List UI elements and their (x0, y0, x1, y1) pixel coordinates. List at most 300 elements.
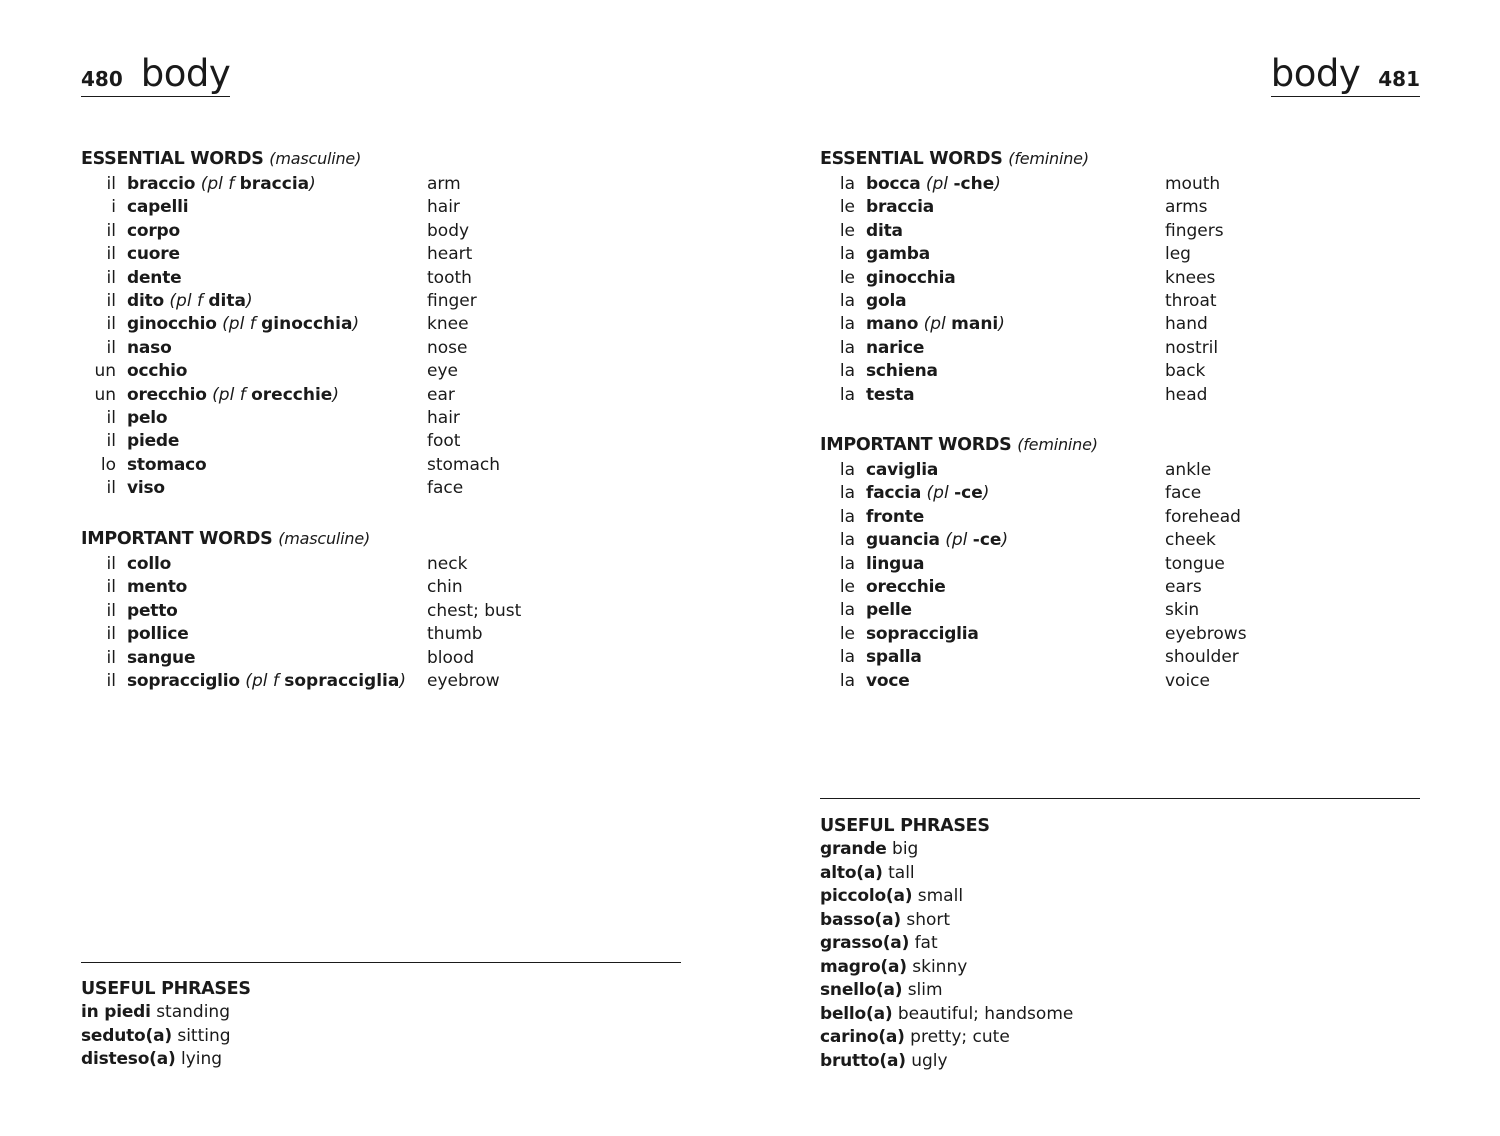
italian-term (127, 267, 181, 290)
vocab-entry (820, 196, 1420, 219)
italian-term (866, 482, 989, 505)
phrase-word: disteso(a) (81, 1049, 176, 1069)
english-translation: arms (1165, 197, 1208, 218)
plural-close: ) (982, 483, 990, 504)
vocab-entry (81, 477, 681, 500)
headword: pollice (127, 624, 189, 645)
plural-close: ) (332, 384, 339, 405)
headword: sangue (127, 647, 196, 668)
plural-label: (pl f (195, 174, 240, 194)
divider (820, 798, 1420, 799)
article: le (839, 623, 855, 644)
phrase-entry (820, 862, 1420, 886)
headword: fronte (866, 506, 925, 527)
headword: orecchie (866, 576, 946, 597)
page-title: body (140, 52, 231, 95)
italian-term (127, 243, 180, 266)
phrase-translation: small (917, 886, 964, 906)
english-translation: shoulder (1165, 647, 1239, 668)
article: il (106, 554, 116, 574)
article: le (839, 220, 855, 241)
vocab-entry (81, 670, 681, 693)
italian-term (127, 430, 179, 453)
italian-term (866, 360, 938, 383)
english-translation: knees (1165, 267, 1216, 288)
article: il (106, 267, 116, 288)
phrase-translation: slim (907, 980, 943, 1000)
vocab-entry (81, 430, 681, 453)
plural-close: ) (998, 314, 1005, 335)
headword: ginocchio (127, 314, 217, 335)
english-translation: ankle (1165, 460, 1212, 480)
headword: schiena (866, 361, 938, 382)
vocab-entry (81, 600, 681, 623)
headword: braccia (866, 197, 935, 218)
english-translation: face (1165, 483, 1202, 504)
plural-close: ) (309, 174, 316, 194)
headword: occhio (127, 361, 188, 382)
vocab-entry (820, 173, 1420, 196)
italian-term (127, 600, 178, 623)
english-translation: knee (427, 314, 469, 335)
word-list (81, 553, 681, 693)
vocab-entry (820, 670, 1420, 693)
plural-note (940, 530, 1008, 550)
english-translation: body (427, 220, 470, 241)
vocab-entry (81, 243, 681, 266)
italian-term (866, 623, 979, 646)
english-translation: eyebrow (427, 670, 500, 691)
phrase-entry (820, 838, 1420, 862)
english-translation: mouth (1165, 174, 1221, 194)
vocab-entry (820, 623, 1420, 646)
italian-term (127, 384, 339, 407)
plural-form: -che (953, 174, 995, 194)
italian-term (866, 220, 903, 243)
plural-note (217, 314, 359, 334)
plural-close: ) (352, 314, 360, 335)
article: il (106, 431, 116, 452)
article: la (839, 460, 855, 480)
phrase-translation: pretty; cute (910, 1027, 1010, 1047)
phrase-word: snello(a) (820, 980, 903, 1000)
english-translation: nostril (1165, 337, 1219, 358)
phrase-word: seduto(a) (81, 1025, 172, 1046)
word-list (820, 459, 1420, 693)
headword: voce (866, 670, 910, 691)
page-header (81, 52, 230, 97)
italian-term (866, 599, 912, 622)
article: il (106, 407, 116, 428)
italian-term (127, 313, 359, 336)
vocab-entry (820, 529, 1420, 552)
phrase-entry (820, 956, 1420, 980)
vocab-entry (81, 454, 681, 477)
vocab-entry (81, 553, 681, 576)
vocab-entry (820, 267, 1420, 290)
plural-form: -ce (972, 530, 1002, 551)
phrase-word: in piedi (81, 1002, 151, 1022)
essential-words-section (820, 147, 1420, 407)
italian-term (866, 313, 1005, 336)
english-translation: throat (1165, 290, 1217, 311)
article: i (111, 197, 116, 218)
phrase-word: bello(a) (820, 1003, 893, 1024)
article: il (106, 220, 116, 241)
headword: bocca (866, 174, 921, 194)
english-translation: voice (1165, 670, 1210, 691)
italian-term (127, 360, 187, 383)
italian-term (127, 623, 189, 646)
vocab-entry (820, 384, 1420, 407)
important-words-section (820, 433, 1420, 693)
vocab-entry (820, 337, 1420, 360)
vocab-entry (820, 220, 1420, 243)
plural-close: ) (399, 670, 406, 691)
important-words-section (81, 527, 681, 693)
useful-phrases-section (81, 977, 681, 1072)
article: il (106, 314, 116, 335)
headword: naso (127, 337, 172, 358)
plural-note (918, 314, 1005, 334)
essential-words-section (81, 147, 681, 500)
english-translation: skin (1165, 600, 1200, 621)
phrase-entry (820, 909, 1420, 933)
english-translation: head (1165, 384, 1208, 405)
section-heading: ESSENTIAL WORDS (feminine) (820, 149, 1089, 169)
vocab-entry (81, 290, 681, 313)
headword: collo (127, 554, 172, 574)
vocab-entry (820, 360, 1420, 383)
english-translation: back (1165, 361, 1206, 382)
phrase-translation: lying (181, 1049, 223, 1069)
article: la (839, 647, 855, 668)
plural-note (195, 174, 315, 194)
plural-note (920, 174, 1000, 194)
italian-term (127, 553, 171, 576)
vocab-entry (820, 482, 1420, 505)
page-header (1271, 52, 1420, 97)
phrase-word: brutto(a) (820, 1050, 906, 1071)
section-heading: IMPORTANT WORDS (masculine) (81, 529, 371, 549)
headword: guancia (866, 530, 940, 551)
article: la (839, 600, 855, 621)
plural-close: ) (994, 174, 1001, 194)
italian-term (127, 196, 188, 219)
right-page (820, 0, 1420, 1136)
english-translation: cheek (1165, 530, 1216, 551)
article: il (106, 290, 116, 311)
italian-term (866, 267, 956, 290)
headword: mano (866, 314, 919, 335)
left-page (81, 0, 681, 1136)
italian-term (127, 337, 172, 360)
english-translation: eyebrows (1165, 623, 1247, 644)
article: la (839, 530, 855, 551)
italian-term (866, 243, 930, 266)
vocab-entry (81, 647, 681, 670)
vocab-entry (81, 576, 681, 599)
article: il (106, 600, 116, 621)
vocab-entry (81, 267, 681, 290)
vocab-entry (820, 459, 1420, 482)
section-heading: IMPORTANT WORDS (feminine) (820, 435, 1098, 455)
headword: dito (127, 290, 165, 311)
phrase-word: piccolo(a) (820, 886, 913, 906)
english-translation: foot (427, 431, 461, 452)
headword: orecchio (127, 384, 207, 405)
italian-term (866, 576, 946, 599)
article: la (839, 506, 855, 527)
phrase-translation: short (906, 909, 951, 930)
plural-label: (pl f (216, 314, 262, 335)
article: il (106, 647, 116, 668)
headword: narice (866, 337, 925, 358)
article: la (839, 361, 855, 382)
article: la (839, 244, 855, 265)
plural-note (164, 291, 253, 311)
english-translation: chest; bust (427, 600, 522, 621)
phrase-entry (820, 1026, 1420, 1050)
article: la (839, 314, 855, 335)
english-translation: ears (1165, 576, 1202, 597)
phrase-word: basso(a) (820, 909, 901, 930)
vocab-entry (81, 196, 681, 219)
article: la (839, 290, 855, 311)
section-heading: ESSENTIAL WORDS (masculine) (81, 149, 362, 169)
phrase-word: grande (820, 839, 887, 859)
plural-close: ) (1001, 530, 1009, 551)
article: il (106, 577, 116, 598)
italian-term (127, 454, 206, 477)
vocab-entry (81, 407, 681, 430)
phrase-entry (81, 1048, 681, 1072)
vocab-entry (820, 553, 1420, 576)
article: le (839, 197, 855, 218)
english-translation: forehead (1165, 506, 1241, 527)
vocab-entry (81, 360, 681, 383)
article: la (839, 553, 855, 574)
article: il (106, 478, 116, 499)
phrase-word: carino(a) (820, 1027, 905, 1047)
article: la (839, 483, 855, 504)
article: la (839, 384, 855, 405)
vocab-entry (820, 646, 1420, 669)
phrase-word: alto(a) (820, 862, 883, 883)
plural-label: (pl (920, 174, 954, 194)
headword: braccio (127, 174, 196, 194)
headword: ginocchia (866, 267, 956, 288)
italian-term (866, 459, 938, 482)
italian-term (866, 196, 934, 219)
english-translation: blood (427, 647, 475, 668)
phrase-translation: standing (156, 1002, 230, 1022)
vocab-entry (820, 313, 1420, 336)
vocab-entry (81, 337, 681, 360)
plural-form: ginocchia (261, 314, 353, 335)
vocab-entry (81, 384, 681, 407)
article: la (839, 670, 855, 691)
headword: dita (866, 220, 903, 241)
divider (81, 962, 681, 963)
article: un (94, 384, 116, 405)
english-translation: neck (427, 554, 468, 574)
english-translation: leg (1165, 244, 1191, 265)
headword: viso (127, 478, 165, 499)
english-translation: hair (427, 407, 460, 428)
word-list (81, 173, 681, 500)
plural-form: orecchie (251, 384, 333, 405)
english-translation: chin (427, 577, 463, 598)
article: il (106, 244, 116, 265)
vocab-entry (820, 290, 1420, 313)
headword: piede (127, 431, 180, 452)
phrase-entry (820, 1003, 1420, 1027)
english-translation: heart (427, 244, 473, 265)
section-heading: USEFUL PHRASES (820, 816, 990, 836)
english-translation: thumb (427, 624, 483, 645)
useful-phrases-section (820, 814, 1420, 1073)
italian-term (127, 407, 167, 430)
plural-label: (pl f (206, 384, 252, 405)
plural-close: ) (245, 290, 253, 311)
english-translation: nose (427, 337, 468, 358)
vocab-entry (820, 243, 1420, 266)
italian-term (127, 173, 316, 196)
phrase-translation: fat (914, 933, 938, 953)
italian-term (127, 477, 165, 500)
plural-label: (pl f (239, 670, 285, 691)
plural-label: (pl (918, 314, 952, 335)
article: la (839, 337, 855, 358)
headword: gola (866, 290, 907, 311)
article: il (106, 624, 116, 645)
headword: spalla (866, 647, 922, 668)
headword: corpo (127, 220, 180, 241)
phrase-translation: sitting (177, 1025, 231, 1046)
italian-term (127, 576, 187, 599)
english-translation: finger (427, 290, 477, 311)
phrase-entry (820, 885, 1420, 909)
italian-term (866, 529, 1008, 552)
headword: caviglia (866, 460, 939, 480)
vocab-entry (820, 506, 1420, 529)
article: un (94, 361, 116, 382)
english-translation: face (427, 478, 464, 499)
plural-form: sopracciglia (284, 670, 400, 691)
english-translation: tooth (427, 267, 472, 288)
phrase-word: grasso(a) (820, 933, 910, 953)
plural-label: (pl f (164, 290, 209, 311)
phrase-translation: big (892, 839, 919, 859)
phrase-entry (820, 932, 1420, 956)
article: le (839, 576, 855, 597)
italian-term (866, 553, 924, 576)
plural-note (921, 483, 989, 503)
headword: cuore (127, 244, 180, 265)
headword: mento (127, 577, 188, 598)
page-title: body (1270, 52, 1361, 95)
phrase-entry (81, 1001, 681, 1025)
italian-term (866, 670, 910, 693)
italian-term (866, 646, 922, 669)
plural-note (207, 385, 339, 405)
vocab-entry (81, 173, 681, 196)
headword: stomaco (127, 454, 207, 475)
english-translation: ear (427, 384, 455, 405)
headword: pelo (127, 407, 168, 428)
phrase-list (81, 1001, 681, 1072)
headword: sopracciglia (866, 623, 979, 644)
phrase-translation: ugly (911, 1050, 948, 1071)
english-translation: hair (427, 197, 460, 218)
vocab-entry (820, 576, 1420, 599)
italian-term (127, 290, 253, 313)
article: le (839, 267, 855, 288)
phrase-translation: beautiful; handsome (897, 1003, 1074, 1024)
page-number: 480 (81, 67, 123, 91)
plural-note (240, 671, 406, 691)
plural-label: (pl (939, 530, 973, 551)
word-list (820, 173, 1420, 407)
article: il (106, 670, 116, 691)
headword: gamba (866, 244, 930, 265)
phrase-entry (820, 979, 1420, 1003)
english-translation: arm (427, 174, 461, 194)
phrase-list (820, 838, 1420, 1073)
phrase-translation: skinny (912, 956, 968, 977)
plural-form: dita (208, 290, 246, 311)
italian-term (866, 337, 924, 360)
page-number: 481 (1378, 67, 1420, 91)
vocab-entry (81, 220, 681, 243)
headword: capelli (127, 197, 189, 218)
italian-term (866, 506, 924, 529)
vocab-entry (81, 623, 681, 646)
english-translation: tongue (1165, 553, 1225, 574)
italian-term (127, 670, 406, 693)
vocab-entry (820, 599, 1420, 622)
headword: lingua (866, 553, 925, 574)
headword: petto (127, 600, 178, 621)
italian-term (866, 384, 914, 407)
section-heading: USEFUL PHRASES (81, 979, 251, 999)
english-translation: fingers (1165, 220, 1224, 241)
headword: dente (127, 267, 182, 288)
english-translation: hand (1165, 314, 1208, 335)
plural-label: (pl (921, 483, 955, 504)
article: la (839, 174, 855, 194)
italian-term (866, 173, 1001, 196)
plural-form: -ce (954, 483, 983, 504)
article: lo (100, 454, 116, 475)
headword: faccia (866, 483, 922, 504)
phrase-translation: tall (888, 862, 915, 883)
phrase-entry (820, 1050, 1420, 1074)
headword: pelle (866, 600, 912, 621)
article: il (106, 337, 116, 358)
italian-term (127, 647, 195, 670)
plural-form: mani (951, 314, 999, 335)
english-translation: stomach (427, 454, 501, 475)
article: il (106, 174, 116, 194)
plural-form: braccia (239, 174, 310, 194)
headword: testa (866, 384, 915, 405)
phrase-entry (81, 1025, 681, 1049)
english-translation: eye (427, 361, 458, 382)
phrase-word: magro(a) (820, 956, 907, 977)
vocab-entry (81, 313, 681, 336)
